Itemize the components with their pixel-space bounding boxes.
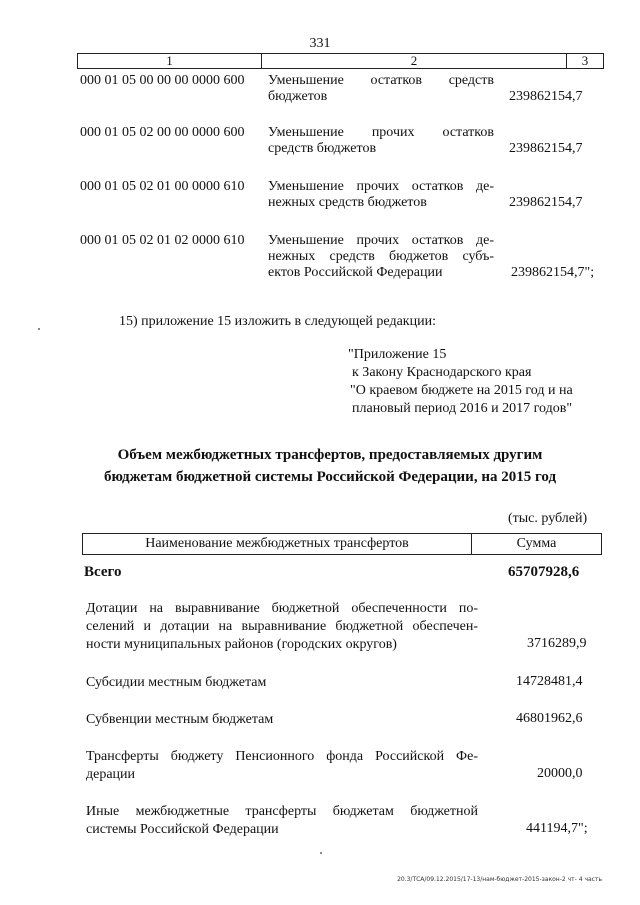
- table1-row-code: 000 01 05 02 01 02 0000 610: [80, 233, 245, 248]
- item-line: дерации: [86, 767, 136, 782]
- appendix-line: "Приложение 15: [348, 347, 447, 362]
- item-sum: 3716289,9: [527, 636, 587, 651]
- item-line: системы Российской Федерации: [86, 822, 279, 837]
- table1-row-code: 000 01 05 00 00 00 0000 600: [80, 73, 245, 88]
- desc-line: Уменьшение прочих остатков: [268, 125, 494, 140]
- transfer-item: [86, 748, 478, 784]
- table1-row-sum: 239862154,7: [509, 89, 583, 104]
- item-line: селений и дотации на выравнивание бюджетной обеспечен-: [86, 619, 478, 634]
- item-line: ности муниципальных районов (городских округов): [86, 637, 397, 652]
- scan-speck: [38, 328, 40, 330]
- table1-header: [77, 53, 604, 69]
- table1-row-code: 000 01 05 02 01 00 0000 610: [80, 179, 245, 194]
- item-sum: 14728481,4: [516, 674, 583, 689]
- table2-header: [82, 533, 602, 555]
- table2-header-name: Наименование межбюджетных трансфертов: [83, 534, 472, 554]
- appendix-line: плановый период 2016 и 2017 годов": [352, 401, 573, 416]
- desc-line: средств бюджетов: [268, 141, 377, 156]
- total-value: 65707928,6: [508, 564, 580, 580]
- desc-line: бюджетов: [268, 89, 328, 104]
- appendix-line: "О краевом бюджете на 2015 год и на: [350, 383, 573, 398]
- table1-header-col1: 1: [166, 53, 173, 68]
- table1-row-sum: 239862154,7";: [511, 265, 595, 280]
- table1-header-col2: 2: [410, 53, 418, 68]
- transfer-item: [86, 600, 478, 654]
- page-number: 331: [309, 36, 331, 51]
- desc-line: ектов Российской Федерации: [268, 265, 443, 280]
- item-line: Субвенции местным бюджетам: [86, 712, 274, 727]
- table1-row-desc: [268, 179, 494, 195]
- total-label: Всего: [84, 564, 122, 580]
- item-line: Субсидии местным бюджетам: [86, 675, 267, 690]
- heading-line: бюджетам бюджетной системы Российской Федерации, на 2015 год: [103, 469, 557, 485]
- table1-row-desc: [268, 125, 494, 141]
- item-sum: 20000,0: [537, 766, 583, 781]
- transfer-item: [86, 674, 478, 692]
- desc-line: нежных средств бюджетов: [268, 195, 427, 210]
- amendment-paragraph: 15) приложение 15 изложить в следующей редакции:: [119, 314, 436, 329]
- item-line: Иные межбюджетные трансферты бюджетам бюджетной: [86, 804, 478, 819]
- desc-line: Уменьшение прочих остатков де-: [268, 233, 494, 248]
- table1-row-code: 000 01 05 02 00 00 0000 600: [80, 125, 245, 140]
- table1-row-desc: [268, 73, 494, 89]
- transfer-item: [86, 803, 478, 839]
- item-line: Дотации на выравнивание бюджетной обеспеченности по-: [86, 601, 478, 616]
- units-label: (тыс. рублей): [508, 511, 588, 526]
- footer-reference: 20.3/ТСА/09.12.2015/17-13/нам-бюджет-2015-закон-2 чт- 4 часть: [397, 876, 602, 883]
- desc-line: нежных средств бюджетов субъ-: [268, 249, 494, 264]
- scan-speck: [320, 852, 322, 854]
- table2-header-sum: Сумма: [516, 536, 557, 551]
- heading-line: Объем межбюджетных трансфертов, предоставляемых другим: [117, 447, 543, 463]
- table1-row-desc: [268, 233, 494, 265]
- table1-header-col3: 3: [581, 53, 589, 68]
- item-sum: 46801962,6: [516, 711, 583, 726]
- desc-line: Уменьшение прочих остатков де-: [268, 179, 494, 194]
- item-sum: 441194,7";: [526, 821, 588, 836]
- table-heading: [60, 444, 600, 488]
- table1-row-sum: 239862154,7: [509, 195, 583, 210]
- appendix-line: к Закону Краснодарского края: [352, 365, 532, 380]
- item-line: Трансферты бюджету Пенсионного фонда Российской Фе-: [86, 749, 478, 764]
- table1-row-sum: 239862154,7: [509, 141, 583, 156]
- desc-line: Уменьшение остатков средств: [268, 73, 494, 88]
- transfer-item: [86, 711, 478, 729]
